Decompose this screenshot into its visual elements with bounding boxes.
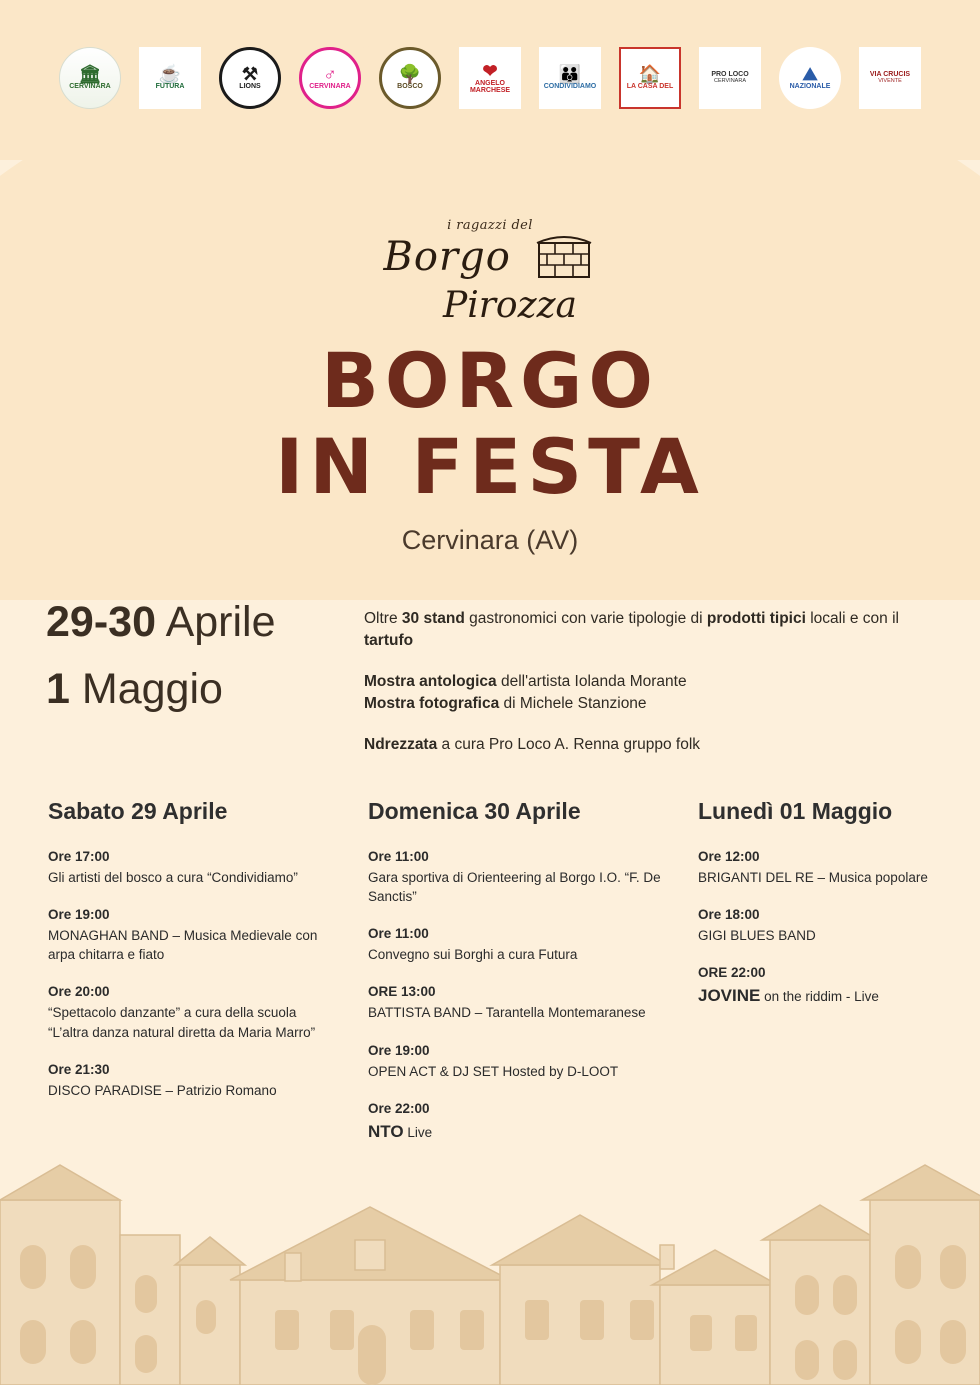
day-column-sunday [350,798,680,1164]
event-desc: OPEN ACT & DJ SET Hosted by D-LOOT [368,1063,619,1079]
event-item [48,984,332,1041]
logo-label: NAZIONALE [789,83,831,91]
brand-line1: Borgo [383,234,511,280]
event-time: Ore 11:00 [368,849,429,864]
logo-sub: VIVENTE [878,77,902,84]
event-item [368,849,662,906]
logo-condividiamo: 👪 CONDIVIDIAMO [539,47,601,109]
description-paragraph-2: Mostra antologica dell'artista Iolanda Morante Mostra fotografica di Michele Stanzione [364,672,687,713]
logo-label: CERVINARA [69,83,111,91]
logo-label: PRO LOCO [711,71,749,79]
logo-label: ANGELO MARCHESE [469,79,511,94]
event-item [368,984,662,1022]
day-title: Sabato 29 Aprile [48,798,228,824]
event-item [48,907,332,964]
title-line-2: IN FESTA [275,422,705,512]
date-light-1: Aprile [165,598,276,646]
event-time: Ore 18:00 [698,907,760,923]
event-item [48,849,332,887]
logo-label: CONDIVIDIAMO [543,83,597,91]
description-paragraph-1: Oltre 30 stand gastronomici con varie tipologie di prodotti tipici locali e con il tartufo [364,610,899,650]
event-item [368,1101,662,1144]
brand-line2: Pirozza [442,285,577,326]
event-time: ORE 22:00 [698,965,766,981]
village-illustration [0,1145,980,1385]
logo-angelo-marchese: ❤ ANGELO MARCHESE [459,47,521,109]
logo-label: LA CASA DEL [626,83,674,91]
event-dates [46,600,346,734]
event-desc: BATTISTA BAND – Tarantella Montemaranese [368,1005,646,1021]
event-item [48,1062,332,1100]
day-column-saturday [30,798,350,1164]
event-desc: “Spettacolo danzante” a cura della scuola “L’altra danza natural diretta da Maria Marro” [48,1005,316,1040]
event-item [368,1043,662,1081]
event-desc: Gli artisti del bosco a cura “Condividiamo” [48,870,298,885]
event-time: Ore 21:30 [48,1061,110,1077]
event-time: Ore 12:00 [698,849,760,864]
event-desc: BRIGANTI DEL RE – Musica popolare [698,870,928,885]
logo-label: FUTURA [155,83,185,91]
well-icon [531,229,597,291]
logo-futura: ☕ FUTURA [139,47,201,109]
event-description [364,608,944,774]
logo-label: VIA CRUCIS [869,71,911,79]
logo-label: CERVINARA [309,83,351,91]
event-desc: JOVINE on the riddim - Live [698,986,879,1006]
event-item [698,849,942,887]
event-time: Ore 11:00 [368,926,429,942]
logo-label: LIONS [239,83,261,91]
logo-la-casa-del-sorriso: 🏠 LA CASA DEL [619,47,681,109]
logo-pro-loco-cervinara [699,47,761,109]
event-desc: Gara sportiva di Orienteering al Borgo I.O. “F. De Sanctis” [368,870,661,905]
logo-comune-cervinara: 🏛 CERVINARA [59,47,121,109]
day-title: Domenica 30 Aprile [368,798,581,824]
logo-sub: CERVINARA [714,77,746,84]
title-line-1: BORGO [320,336,660,425]
event-desc: MONAGHAN BAND – Musica Medievale con arpa chitarra e fiato [48,928,318,963]
logo-via-crucis-vivente [859,47,921,109]
event-desc: GIGI BLUES BAND [698,928,816,944]
event-time: Ore 22:00 [368,1100,430,1116]
date-light-2: Maggio [81,665,223,714]
logo-associazione-nazionale: ⛰ NAZIONALE [779,47,841,109]
date-line-2 [46,667,346,712]
poster-subtitle: Cervinara (AV) [401,525,579,556]
event-time: Ore 19:00 [368,1042,430,1058]
logo-label: BOSCO [397,83,423,91]
logo-pro-loco-bosco: 🌳 BOSCO [379,47,441,109]
event-time: ORE 13:00 [368,984,436,1000]
event-item [698,965,942,1008]
day-title: Lunedì 01 Maggio [698,798,893,824]
description-paragraph-3: Ndrezzata a cura Pro Loco A. Renna gruppo folk [364,735,701,753]
date-strong-2: 1 [46,665,70,714]
date-strong-1: 29-30 [46,598,156,646]
event-time: Ore 20:00 [48,984,110,1000]
day-column-monday [680,798,960,1164]
event-time: Ore 19:00 [48,907,110,923]
logo-fidapa: ♂ CERVINARA [299,47,361,109]
event-item [368,926,662,964]
event-desc: Convegno sui Borghi a cura Futura [368,947,578,963]
event-desc: NTO Live [368,1121,433,1141]
event-time: Ore 17:00 [48,849,110,864]
event-item [698,907,942,945]
logo-lions-club: ⚒ LIONS [219,47,281,109]
sponsor-logo-strip [0,44,980,112]
poster-title [0,336,980,556]
brand-logo [0,218,980,326]
program-schedule [0,798,980,1164]
event-desc: DISCO PARADISE – Patrizio Romano [48,1082,277,1098]
brand-pretitle: i ragazzi del [447,218,533,233]
date-line-1 [46,600,346,645]
